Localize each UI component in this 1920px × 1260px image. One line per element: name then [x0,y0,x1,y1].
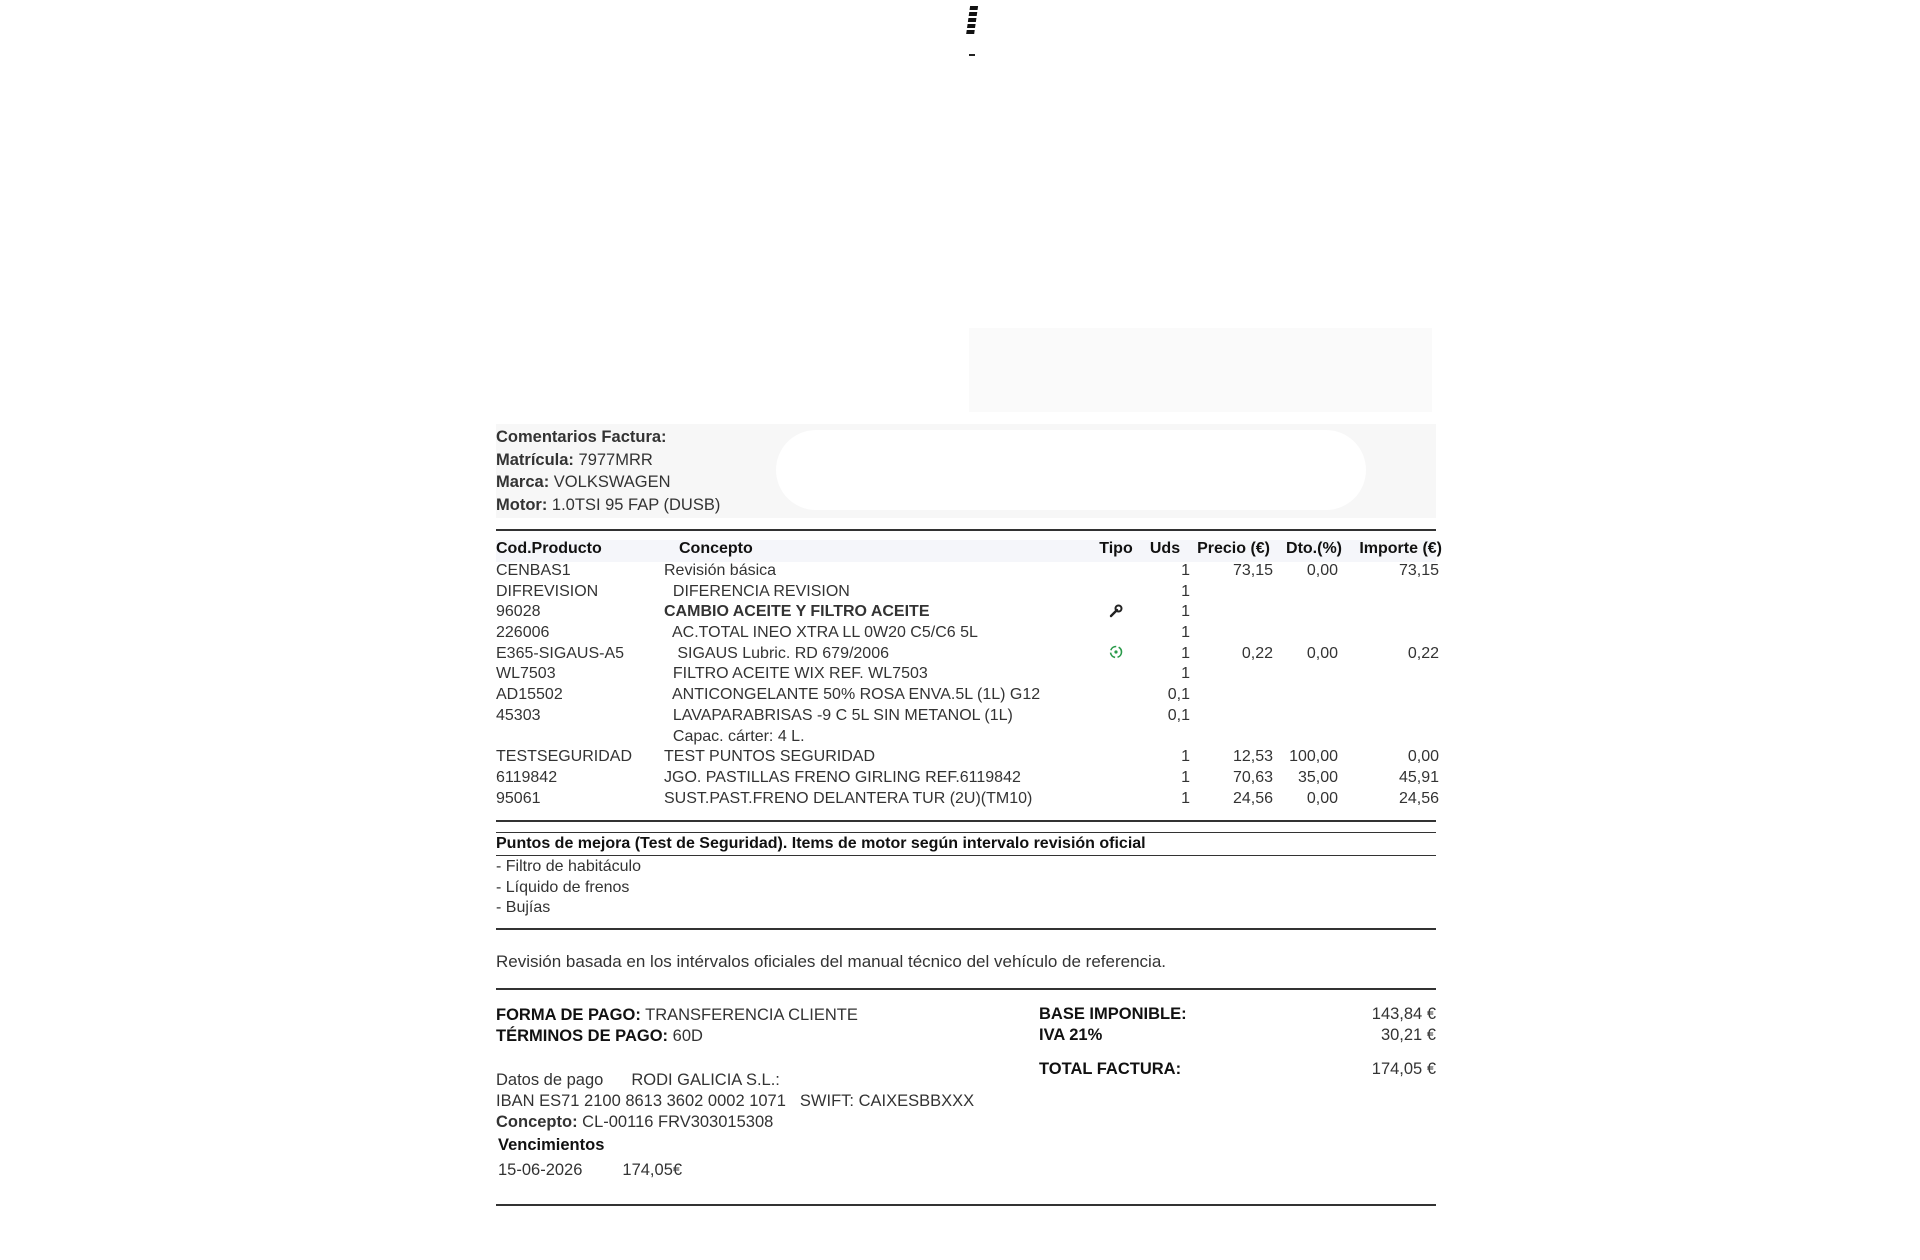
forma-value: TRANSFERENCIA CLIENTE [645,1006,858,1024]
divider [496,529,1436,531]
table-row [496,583,1436,604]
cell-concept: ANTICONGELANTE 50% ROSA ENVA.5L (1L) G12 [664,686,1041,704]
redacted-area [969,328,1432,412]
total-value: 174,05 € [1371,1060,1436,1078]
cell-uds: 1 [1181,562,1190,579]
header-mark [966,6,978,36]
datos-company: RODI GALICIA S.L.: [631,1071,780,1089]
matricula-value: 7977MRR [578,450,653,469]
cell-code: CENBAS1 [496,562,571,579]
totals-row [1039,1060,1436,1081]
payment-details [496,1070,974,1133]
divider [496,832,1436,833]
table-row [496,562,1439,583]
cell-precio: 70,63 [1232,768,1273,786]
cell-dto: 0,00 [1306,562,1338,579]
totals-row [1039,1005,1436,1026]
motor-label: Motor: [496,495,548,514]
cell-importe: 0,22 [1407,644,1439,662]
iban-value: IBAN ES71 2100 8613 3602 0002 1071 [496,1092,786,1110]
vencimiento-date: 15-06-2026 [498,1161,583,1179]
totals-row [1039,1026,1436,1047]
cell-concept: FILTRO ACEITE WIX REF. WL7503 [664,665,928,683]
table-row [496,728,1436,749]
revision-note: Revisión basada en los intérvalos oficiales del manual técnico del vehículo de referencia. [496,952,1166,971]
concepto-value: CL-00116 FRV303015308 [582,1113,774,1131]
header-tipo: Tipo [1099,540,1133,557]
recycle-icon [1102,645,1130,664]
table-row [496,748,1439,769]
redacted-area-blur [776,430,1366,510]
cell-concept: CAMBIO ACEITE Y FILTRO ACEITE [664,603,930,621]
payment-terms [496,1005,858,1047]
cell-precio: 12,53 [1232,748,1273,766]
cell-importe: 0,00 [1407,748,1439,766]
datos-label: Datos de pago [496,1071,604,1089]
cell-code: 45303 [496,706,541,724]
table-row [496,644,1439,666]
cell-uds: 0,1 [1167,686,1190,704]
mejora-title: Puntos de mejora (Test de Seguridad). Items de motor según intervalo revisión oficial [496,835,1146,852]
invoice-lines-table [496,540,1442,810]
header-concept: Concepto [679,540,753,557]
header-importe: Importe (€) [1359,540,1442,557]
cell-uds: 0,1 [1167,706,1190,724]
cell-concept: DIFERENCIA REVISION [664,582,850,600]
matricula-label: Matrícula: [496,450,574,469]
cell-importe: 45,91 [1398,768,1439,786]
cell-precio: 24,56 [1232,789,1273,807]
cell-uds: 1 [1181,624,1190,642]
cell-code: AD15502 [496,686,563,704]
cell-concept: AC.TOTAL INEO XTRA LL 0W20 C5/C6 5L [664,624,978,642]
header-precio: Precio (€) [1197,540,1270,557]
marca-value: VOLKSWAGEN [553,473,671,491]
wrench-icon [1102,603,1130,624]
header-uds: Uds [1149,540,1181,557]
mejora-list [496,857,641,919]
terminos-value: 60D [672,1027,703,1045]
cell-uds: 1 [1181,748,1190,766]
cell-code: WL7503 [496,665,556,683]
list-item: - Filtro de habitáculo [496,858,641,875]
table-row [496,624,1436,645]
divider [496,988,1436,990]
cell-uds: 1 [1181,582,1190,600]
table-header [496,540,1442,562]
motor-value: 1.0TSI 95 FAP (DUSB) [551,495,721,514]
cell-concept: Revisión básica [664,562,777,579]
cell-uds: 1 [1181,603,1190,621]
cell-dto: 35,00 [1297,768,1338,786]
base-label: BASE IMPONIBLE: [1039,1005,1187,1023]
cell-concept: LAVAPARABRISAS -9 C 5L SIN METANOL (1L) [664,706,1013,724]
cell-importe: 73,15 [1398,562,1439,579]
cell-precio: 0,22 [1241,644,1273,662]
invoice-comments [496,426,720,516]
total-label: TOTAL FACTURA: [1039,1060,1182,1078]
cell-uds: 1 [1181,768,1190,786]
terminos-label: TÉRMINOS DE PAGO: [496,1027,669,1045]
cell-uds: 1 [1181,665,1190,683]
iva-value: 30,21 € [1380,1026,1436,1044]
cell-uds: 1 [1181,644,1190,662]
header-code: Cod.Producto [496,540,602,557]
cell-code: 96028 [496,603,541,621]
header-dto: Dto.(%) [1286,540,1342,557]
vencimientos-title: Vencimientos [498,1136,605,1154]
base-value: 143,84 € [1371,1005,1436,1023]
table-row [496,707,1436,728]
vencimiento-row [498,1161,682,1180]
cell-concept: SIGAUS Lubric. RD 679/2006 [664,644,889,662]
cell-code: 6119842 [496,768,558,786]
divider [496,855,1436,856]
vencimiento-amount: 174,05€ [622,1161,683,1179]
cell-uds: 1 [1181,789,1190,807]
cell-code: TESTSEGURIDAD [496,748,633,766]
divider [496,928,1436,930]
cell-code: 226006 [496,624,550,642]
table-row [496,686,1436,707]
forma-label: FORMA DE PAGO: [496,1006,641,1024]
invoice-page [496,0,1442,1260]
cell-code: 95061 [496,789,541,807]
cell-precio: 73,15 [1232,562,1273,579]
cell-concept: TEST PUNTOS SEGURIDAD [664,748,875,766]
iva-label: IVA 21% [1039,1026,1103,1044]
header-dash [969,54,975,56]
list-item: - Líquido de frenos [496,878,630,896]
list-item: - Bujías [496,899,551,917]
cell-code: DIFREVISION [496,582,599,600]
table-row [496,603,1436,624]
comments-title: Comentarios Factura: [496,428,667,446]
cell-concept: Capac. cárter: 4 L. [664,727,805,745]
table-row [496,768,1439,790]
table-row [496,665,1436,686]
cell-concept: SUST.PAST.FRENO DELANTERA TUR (2U)(TM10) [664,789,1033,807]
table-body [496,562,1439,810]
swift-value: SWIFT: CAIXESBBXXX [799,1092,975,1110]
divider [496,820,1436,822]
invoice-totals [1039,1005,1436,1081]
marca-label: Marca: [496,473,550,491]
cell-dto: 0,00 [1306,789,1338,807]
table-row [496,789,1439,811]
cell-dto: 0,00 [1306,644,1338,662]
cell-concept: JGO. PASTILLAS FRENO GIRLING REF.6119842 [664,768,1021,786]
cell-dto: 100,00 [1289,748,1338,766]
cell-code: E365-SIGAUS-A5 [496,644,625,662]
cell-importe: 24,56 [1398,789,1439,807]
concepto-label: Concepto: [496,1113,578,1131]
divider [496,1204,1436,1206]
